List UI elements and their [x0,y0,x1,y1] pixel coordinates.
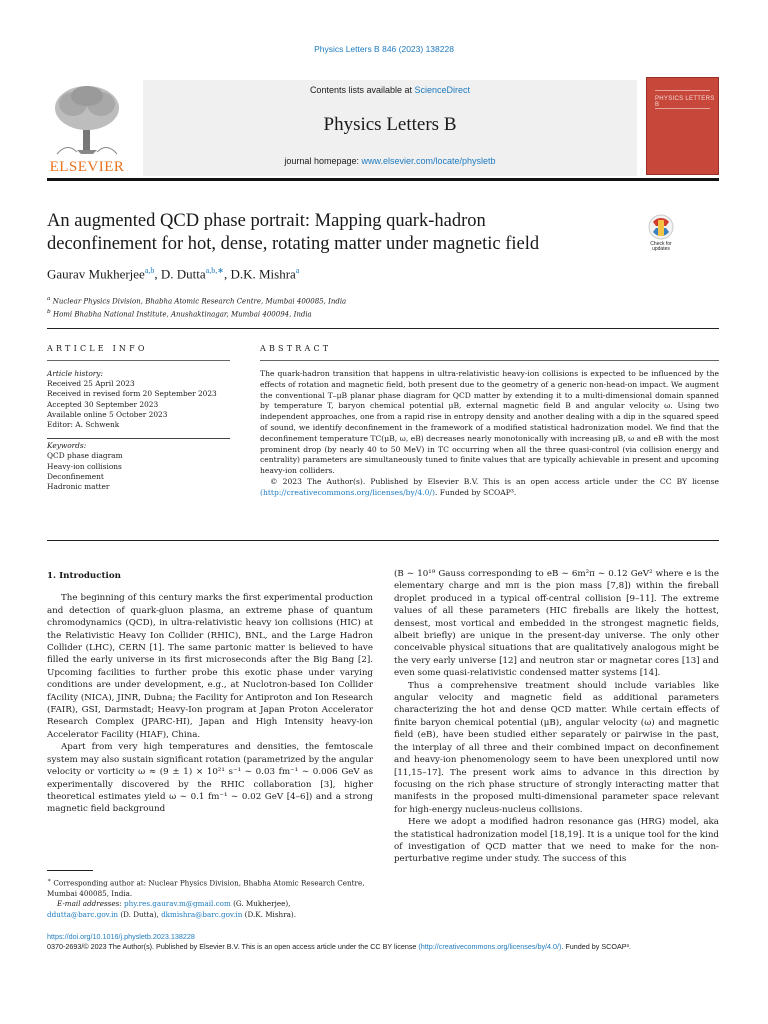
abstract-heading: ABSTRACT [260,344,332,353]
affiliation-item [47,307,346,320]
keyword-item: Heavy-ion collisions [47,461,122,471]
article-info [47,369,230,492]
affiliation-text: Homi Bhabha National Institute, Anushaktinagar, Mumbai 400094, India [52,310,312,319]
journal-homepage-link[interactable]: www.elsevier.com/locate/physletb [361,156,496,166]
section-rule [47,328,719,329]
paragraph: Here we adopt a modified hadron resonance gas (HRG) model, aka the statistical hadronization model [18,19]. It is a unique tool for the kind of investigation of QCD matter that we need to make for the non-perturbative regime under study. The success of this [394,817,719,865]
paragraph: (B ∼ 10¹⁹ Gauss corresponding to eB ∼ 6m²π ∼ 0.12 GeV² where e is the elementary charge and mπ is the pion mass [7,8]) within the fireball droplet produced in a typical off-central collision [9–11]. The extreme values of all these parameters (HIC fireballs are likely the hottest, densest, most vortical and embedded in the strongest magnetic fields, albeit briefly) are unique in the present-day universe. The only other conceivable physical situations that are qualitatively analogous might be the very early universe [12] and neutron star or magnetar cores [13] and even some quasi-relativistic condensed matter systems [14]. [394,569,719,679]
keyword-item: QCD phase diagram [47,451,123,461]
history-label: Article history: [47,369,103,378]
paragraph: The beginning of this century marks the first experimental production and detection of quark-gluon plasma, an extreme phase of quantum chromodynamics (QCD), in ultra-relativistic heavy ion collisions (HIC) at the Relativistic Heavy Ion Collider (RHIC), BNL, and the Large Hadron Collider (LHC), CERN [1]. The same partonic matter is believed to have filled the early universe in its first microseconds after the Big Bang [2]. Upcoming facilities to further probe this exotic phase under varying conditions are under development, e.g., at Nuclotron-based Ion Collider fAcility (NICA), JINR, Dubna; the Facility for Antiproton and Ion Research (FAIR), GSI, Darmstadt; Heavy-Ion program at Japan Proton Accelerator Research Complex (JPARC-HI), Japan and High Intensity heavy-ion Accelerator Facility (HIAF), China. [47,593,373,740]
tree-icon [47,84,127,158]
doi-link[interactable]: https://doi.org/10.1016/j.physletb.2023.138228 [47,932,195,941]
author-affil-mark[interactable]: a,b,∗ [205,266,224,275]
keyword-item: Hadronic matter [47,482,110,492]
affiliation-text: Nuclear Physics Division, Bhabha Atomic Research Centre, Mumbai 400085, India [52,297,347,306]
contents-line [143,85,637,95]
journal-name: Physics Letters B [323,114,457,135]
email-owner: (D.K. Mishra). [244,909,296,919]
journal-info-box [143,80,637,176]
author-affil-mark[interactable]: a,b [144,266,155,275]
author-name[interactable]: D. Dutta [160,266,206,282]
title-line-2: deconfinement for hot, dense, rotating matter under magnetic field [47,234,540,254]
email-label: E-mail addresses: [57,899,122,909]
article-title [47,210,627,256]
crossmark-label: Check for updates [650,241,672,252]
body-column-left [47,568,373,816]
abstract-body [260,369,719,499]
check-for-updates-button[interactable] [644,214,678,252]
cover-rule [655,108,710,109]
bottom-license-link[interactable]: (http://creativecommons.org/licenses/by/4.0/) [418,942,562,952]
footnote-emails [47,899,373,910]
crossmark-icon [644,214,678,242]
abstract-text: The quark-hadron transition that happens in ultra-relativistic heavy-ion collisions is expected to be influenced by the effects of rotation and magnetic field, both present due to the geometry of a generic non-head-on impact. We augment the conventional T–μB planar phase diagram for QCD matter by extending it to a multi-dimensional domain spanned by temperature T, baryon chemical potential μB, external magnetic field B and angular velocity ω. Using two independent approaches, one from a rapid rise in entropy density and another dealing with a dip in the squared speed of sound, we identify deconfinement in the framework of a modified statistical hadronization model. We find that the deconfinement temperature TC(μB, ω, eB) decreases nearly monotonically with increasing μB, ω and eB with the most prominent drop (by nearly 40 to 50 MeV) in TC occurring when all the three quasi-control (via collision energy and centrality) parameters are simultaneously tuned to finite values that are typically achievable in present and upcoming heavy-ion colliders. [260,369,719,476]
email-link[interactable]: phy.res.gaurav.m@gmail.com [124,899,231,909]
header-rule [47,178,719,181]
author-list: Gaurav Mukherjee$^{a,b}$, D. Dutta$^{a,b,∗}$, D.K. Mishra$^a$ [47,266,300,282]
title-line-1: An augmented QCD phase portrait: Mapping quark-hadron [47,211,486,231]
history-item: Editor: A. Schwenk [47,420,120,430]
history-item: Received in revised form 20 September 2023 [47,389,217,399]
keyword-item: Deconfinement [47,471,104,481]
abstract-license [260,477,719,499]
email-owner: (D. Dutta), [120,909,159,919]
author-name[interactable]: D.K. Mishra [230,266,296,282]
author-affil-mark[interactable]: a [295,266,300,275]
body-column-right [394,568,719,866]
footnote-corresponding [47,876,373,899]
keywords [47,438,230,492]
article-info-heading: ARTICLE INFO [47,344,148,353]
history-item: Accepted 30 September 2023 [47,399,159,409]
paragraph: Apart from very high temperatures and densities, the femtoscale system may also sustain significant rotation (parametrized by the angular velocity or vorticity ω ≈ (9 ± 1) × 10²¹ s⁻¹ ∼ 0.03 fm⁻¹ ∼ 0.006 GeV as experimentally discovered by the RHIC collaboration [3], higher theoretical estimates yield ω ∼ 0.1 fm⁻¹ ∼ 0.02 GeV [4–6]) and a strong magnetic field background [47,742,373,815]
journal-citation-link[interactable]: Physics Letters B 846 (2023) 138228 [314,44,454,54]
section-heading-introduction: 1. Introduction [47,571,121,581]
email-link[interactable]: dkmishra@barc.gov.in [161,909,243,919]
footnote-mark: ∗ [47,877,52,884]
paragraph: Thus a comprehensive treatment should include variables like angular velocity and magnetic field as additional parameters characterizing the hot and dense QCD matter. While certain effects of finite baryon chemical potential (μB), angular velocity (ω) and magnetic field (eB), have been studied either separately or pairwise in the past, the interplay of all three and their combined impact on deconfinement and heavy-ion phenomenology seem to have been unexplored until now [11,15–17]. The present work aims to advance in this direction by focusing on the rich phase structure of strongly interacting matter that manifests in the proposed multi-dimensional parameter space relevant for high-energy nucleus-nucleus collisions. [394,680,719,815]
footnote-emails-cont [47,910,373,921]
elsevier-logo[interactable] [47,84,127,176]
homepage-prefix: journal homepage: [284,156,359,166]
contents-prefix: Contents lists available at [309,85,412,95]
abstract-rule [260,360,719,361]
footnote-rule [47,870,93,871]
email-owner: (G. Mukherjee), [233,899,291,909]
doi-license-block [47,932,719,952]
elsevier-wordmark: ELSEVIER [49,159,125,175]
license-suffix: . Funded by SCOAP³. [434,487,517,497]
email-link[interactable]: ddutta@barc.gov.in [47,909,119,919]
corresponding-author-footnote [47,876,373,920]
abstract-end-rule [47,540,719,541]
author-name[interactable]: Gaurav Mukherjee [47,266,145,282]
info-rule [47,360,230,361]
cover-rule [655,90,710,91]
bottom-license [47,942,719,952]
keywords-label: Keywords: [47,441,87,451]
sciencedirect-link[interactable]: ScienceDirect [414,85,471,95]
journal-masthead [47,80,719,176]
footnote-text: Corresponding author at: Nuclear Physics Division, Bhabha Atomic Research Centre, Mumbai 400085, India. [47,878,365,898]
cover-title: PHYSICS LETTERS B [655,96,715,108]
bottom-license-text: 0370-2693/© 2023 The Author(s). Published by Elsevier B.V. This is an open access article under the CC BY license [47,942,417,952]
license-text: © 2023 The Author(s). Published by Elsevier B.V. This is an open access article under the CC BY license [270,476,719,486]
homepage-line [143,156,637,166]
journal-cover-image[interactable] [646,77,719,175]
history-item: Available online 5 October 2023 [47,409,168,419]
affiliations [47,294,346,321]
affiliation-item [47,294,346,307]
affiliation-mark: a [47,296,51,302]
history-item: Received 25 April 2023 [47,379,135,389]
license-link[interactable]: (http://creativecommons.org/licenses/by/4.0/) [260,487,435,497]
affiliation-mark: b [47,309,51,316]
bottom-license-suffix: . Funded by SCOAP³. [561,942,631,952]
